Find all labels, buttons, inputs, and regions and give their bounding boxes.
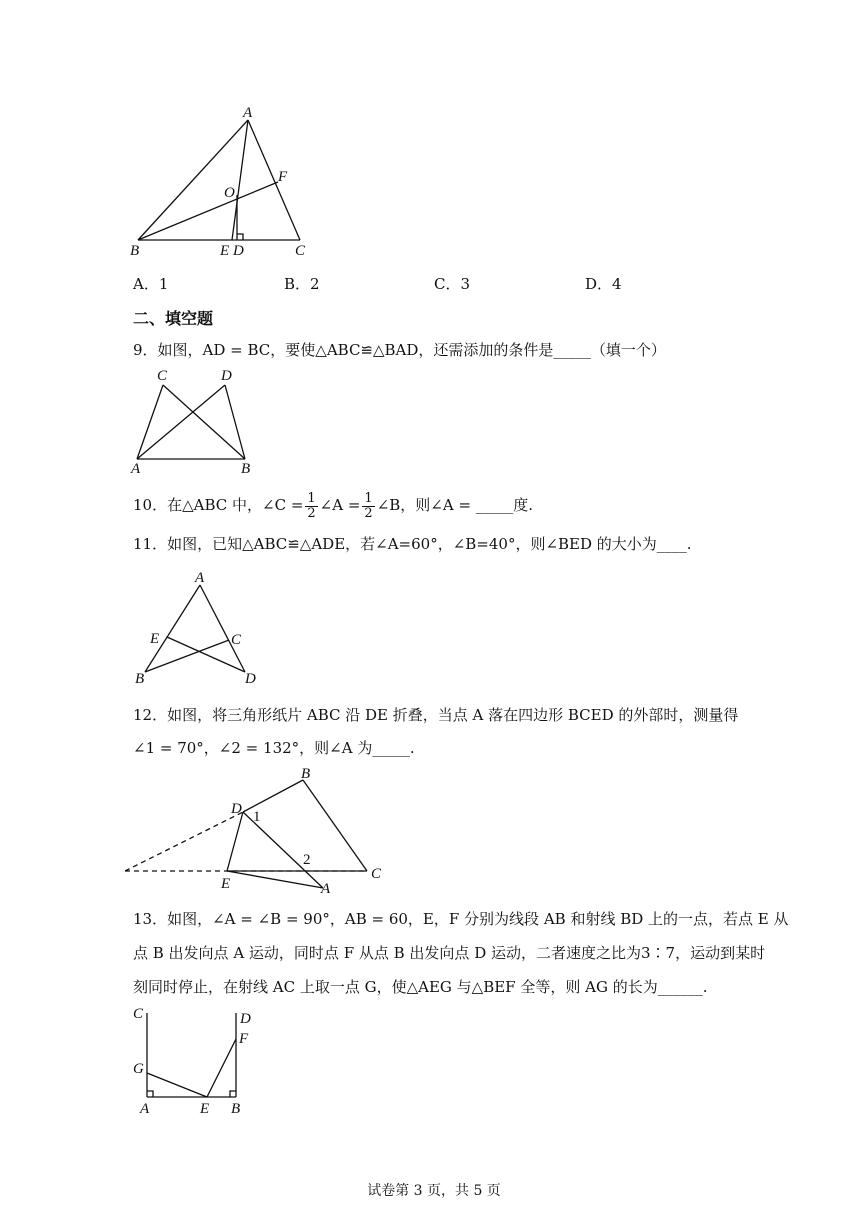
q9-label-a: A: [131, 461, 141, 477]
q8-label-d: D: [233, 243, 244, 259]
q12-label-e: E: [221, 876, 231, 892]
q10-frac1-den: 2: [307, 505, 316, 521]
q10-fraction-2: [362, 492, 374, 521]
q10-frac1-num: 1: [307, 490, 316, 506]
q11-figure: [125, 565, 270, 690]
q12-label-2: 2: [303, 852, 311, 868]
q13-label-d: D: [240, 1011, 251, 1027]
page-footer: 试卷第 3 页，共 5 页: [367, 1183, 501, 1199]
q13-text-line3: 刻同时停止，在射线 AC 上取一点 G，使△AEG 与△BEF 全等，则 AG 的长为______.: [133, 978, 708, 996]
q11-label-e: E: [150, 631, 160, 647]
q12-label-1: 1: [253, 809, 261, 825]
q8-choices: [0, 273, 868, 293]
q12-text-line1: 12．如图，将三角形纸片 ABC 沿 DE 折叠，当点 A 落在四边形 BCED 的外部时，测量得: [133, 706, 739, 724]
q10-frac2-num: 1: [364, 490, 373, 506]
q10-after: ∠B，则∠A = _____度.: [376, 496, 534, 514]
q11-text: 11．如图，已知△ABC≌△ADE，若∠A=60°，∠B=40°，则∠BED 的大小为____.: [133, 535, 692, 553]
q12-label-c: C: [371, 866, 382, 882]
q8-choice-a: A．1: [133, 275, 169, 293]
q13-text-line1: 13．如图，∠A = ∠B = 90°，AB = 60，E，F 分别为线段 AB 和射线 BD 上的一点，若点 E 从: [133, 910, 789, 928]
q11-label-d: D: [245, 671, 256, 687]
q8-label-c: C: [295, 243, 306, 259]
q10-fraction-1: [305, 492, 317, 521]
q8-choice-c: C．3: [434, 275, 471, 293]
q10-text: [133, 488, 533, 522]
q10-before: 10．在△ABC 中，∠C =: [133, 496, 304, 514]
q13-text-line2: 点 B 出发向点 A 运动，同时点 F 从点 B 出发向点 D 运动，二者速度之比为3∶7，运动到某时: [133, 944, 766, 962]
q8-label-o: O: [224, 185, 235, 201]
q12-figure: [125, 763, 395, 900]
q8-label-e: E: [220, 243, 230, 259]
q9-text: 9．如图，AD = BC，要使△ABC≌△BAD，还需添加的条件是_____（填一个）: [133, 341, 666, 359]
q8-choice-b: B．2: [284, 275, 320, 293]
q10-middle: ∠A =: [319, 496, 361, 514]
q8-label-b: B: [130, 243, 140, 259]
q11-label-c: C: [231, 632, 242, 648]
q9-label-d: D: [221, 368, 232, 384]
q11-label-a: A: [195, 570, 205, 586]
q12-label-a: A: [321, 881, 331, 897]
q12-label-d: D: [231, 801, 242, 817]
q9-label-c: C: [157, 368, 168, 384]
q13-label-f: F: [239, 1031, 249, 1047]
q12-label-b: B: [301, 766, 311, 782]
q13-label-e: E: [200, 1101, 210, 1117]
q8-figure: [120, 105, 320, 265]
q13-label-g: G: [133, 1061, 144, 1077]
q13-label-c: C: [133, 1006, 144, 1022]
q11-label-b: B: [135, 671, 145, 687]
q8-choice-d: D．4: [585, 275, 622, 293]
q12-text-line2: ∠1 = 70°，∠2 = 132°，则∠A 为_____.: [133, 739, 415, 757]
section-title: 二、填空题: [133, 309, 214, 328]
q13-label-b: B: [231, 1101, 241, 1117]
q8-label-f: F: [278, 169, 288, 185]
q9-figure: [125, 365, 265, 477]
q13-figure: [125, 1003, 265, 1118]
q9-label-b: B: [241, 461, 251, 477]
q8-label-a: A: [243, 105, 253, 121]
q10-frac2-den: 2: [364, 505, 373, 521]
q13-label-a: A: [140, 1101, 150, 1117]
